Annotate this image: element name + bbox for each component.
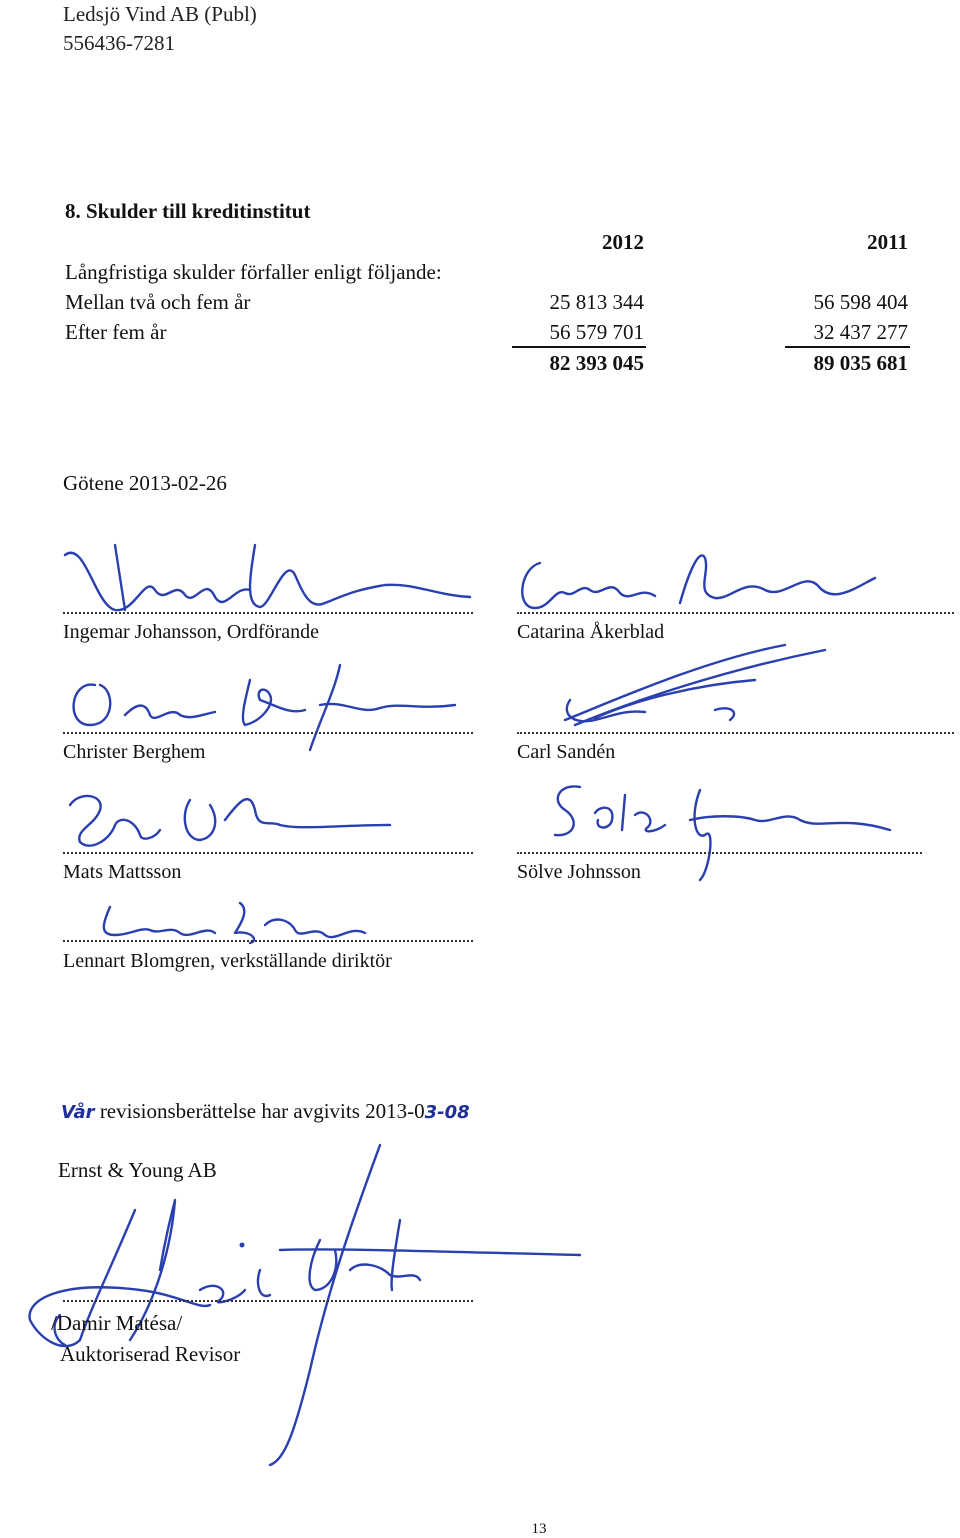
signature-carl-sanden <box>555 640 855 735</box>
total-rule-2011 <box>785 346 910 348</box>
signatory-name-ingemar: Ingemar Johansson, Ordförande <box>63 621 320 643</box>
signatory-name-mats: Mats Mattsson <box>63 861 182 883</box>
signature-line-auditor <box>63 1300 473 1302</box>
column-header-2012: 2012 <box>602 230 644 254</box>
org-number: 556436-7281 <box>63 31 175 55</box>
signature-christer-berghem <box>60 660 480 750</box>
signature-line-solve <box>517 852 922 854</box>
value-2011-after: 32 437 277 <box>813 320 908 344</box>
signatory-name-christer: Christer Berghem <box>63 741 206 763</box>
signature-line-catarina <box>517 612 954 614</box>
note-intro: Långfristiga skulder förfaller enligt följande: <box>65 260 442 284</box>
audit-date-handwritten: 3-08 <box>424 1102 470 1123</box>
row-label-between-two-five: Mellan två och fem år <box>65 290 251 314</box>
total-2012: 82 393 045 <box>549 351 644 375</box>
signature-mats-mattsson <box>60 780 400 860</box>
audit-prefix-handwritten: Vår <box>61 1102 95 1123</box>
row-label-after-five: Efter fem år <box>65 320 167 344</box>
signature-lennart-blomgren <box>90 895 390 955</box>
place-date: Götene 2013-02-26 <box>63 471 227 495</box>
signatory-name-lennart: Lennart Blomgren, verkställande diriktör <box>63 950 392 972</box>
column-header-2011: 2011 <box>867 230 908 254</box>
auditor-title: Auktoriserad Revisor <box>60 1342 241 1366</box>
signatory-name-solve: Sölve Johnsson <box>517 861 641 883</box>
page-number: 13 <box>531 1521 547 1537</box>
audit-statement <box>61 1099 470 1124</box>
audit-text: revisionsberättelse har avgivits 2013-0 <box>99 1099 425 1123</box>
signature-damir-matesa <box>20 1140 580 1470</box>
signature-catarina-akerblad <box>515 548 895 618</box>
total-rule-2012 <box>512 346 646 348</box>
note-title: 8. Skulder till kreditinstitut <box>65 199 311 223</box>
signature-line-mats <box>63 852 473 854</box>
audit-firm: Ernst & Young AB <box>58 1158 217 1182</box>
signature-line-carl <box>517 732 954 734</box>
total-2011: 89 035 681 <box>813 351 908 375</box>
signature-line-ingemar <box>63 612 473 614</box>
value-2012-between: 25 813 344 <box>549 290 644 314</box>
value-2012-after: 56 579 701 <box>549 320 644 344</box>
company-name: Ledsjö Vind AB (Publ) <box>63 2 257 26</box>
signature-line-christer <box>63 732 473 734</box>
signatory-name-catarina: Catarina Åkerblad <box>517 621 665 643</box>
value-2011-between: 56 598 404 <box>813 290 908 314</box>
signature-line-lennart <box>63 940 473 942</box>
signatory-name-carl: Carl Sandén <box>517 741 616 763</box>
auditor-name: /Damir Matésa/ <box>51 1311 183 1335</box>
